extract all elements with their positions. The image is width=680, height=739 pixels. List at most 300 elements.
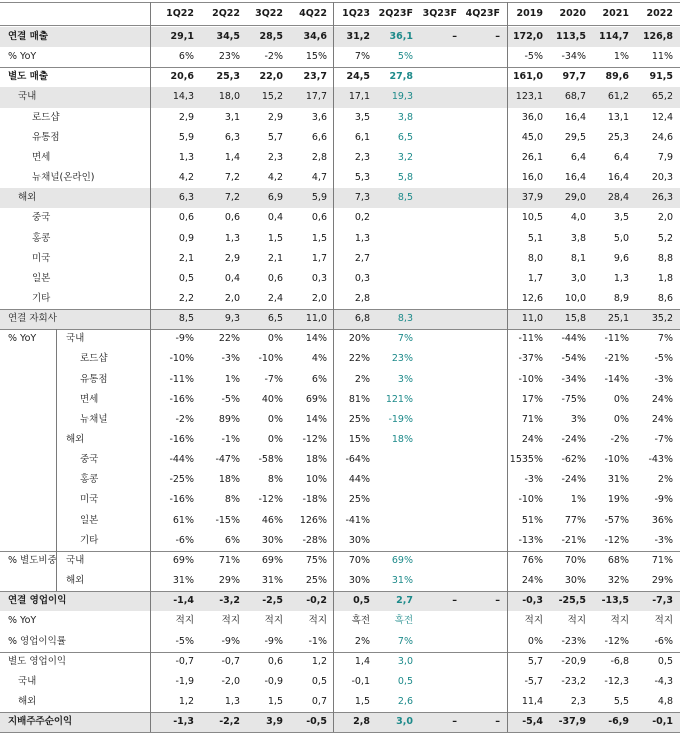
table-cell: 7,2 (224, 172, 240, 184)
row-label: 연결 영업이익 (8, 595, 67, 607)
table-cell: 1% (224, 373, 240, 385)
table-cell: 0% (613, 393, 629, 405)
column-divider (333, 2, 334, 732)
row-sublabel: 유통점 (80, 373, 108, 385)
table-cell: -34% (561, 51, 586, 63)
table-cell: 25,3 (216, 71, 240, 83)
table-cell: 68% (607, 554, 629, 566)
table-cell: 7,3 (354, 192, 370, 204)
column-header: 2019 (516, 8, 543, 19)
table-row (0, 208, 680, 228)
table-cell: 70% (348, 554, 370, 566)
table-cell: 0,5 (657, 655, 673, 667)
table-cell: -58% (258, 454, 283, 466)
table-cell: 6,3 (178, 192, 194, 204)
table-row (0, 249, 680, 269)
table-row (0, 672, 680, 692)
table-row (0, 390, 680, 410)
row-divider (0, 712, 680, 713)
table-cell: -1,9 (175, 675, 194, 687)
table-cell: 1,7 (311, 252, 327, 264)
row-label: 해외 (18, 695, 37, 707)
table-cell: 23% (218, 51, 240, 63)
table-cell: 8% (267, 474, 283, 486)
table-cell: 61% (172, 514, 194, 526)
row-divider (0, 309, 680, 310)
table-cell: 7% (657, 333, 673, 345)
table-cell: -6% (654, 635, 673, 647)
table-cell: 흑전 (394, 615, 413, 627)
table-cell: 3,0 (397, 655, 413, 667)
table-cell: -0,5 (306, 716, 327, 728)
table-cell: 1,5 (311, 232, 327, 244)
table-cell: -12% (302, 434, 327, 445)
table-cell: -9% (654, 494, 673, 506)
table-cell: 24% (521, 575, 543, 587)
table-cell: 8,9 (613, 292, 629, 304)
table-row (0, 329, 680, 349)
table-cell: -2,2 (219, 716, 240, 728)
table-cell: 71% (218, 554, 240, 566)
table-cell: -0,1 (351, 675, 370, 687)
table-cell: -10% (518, 373, 543, 385)
table-cell: -12,3 (604, 675, 629, 687)
table-row (0, 168, 680, 188)
table-cell: 17,1 (348, 91, 370, 103)
group-divider (56, 551, 57, 591)
table-cell: -19% (388, 413, 413, 425)
table-cell: 16,4 (607, 172, 629, 184)
table-cell: 29% (651, 575, 673, 587)
table-cell: 11,0 (305, 313, 327, 325)
table-cell: 69% (172, 554, 194, 566)
table-cell: 5,2 (657, 232, 673, 244)
table-cell: 31% (172, 575, 194, 587)
table-row (0, 531, 680, 551)
table-cell: 8,1 (570, 252, 586, 264)
table-row (0, 349, 680, 369)
table-cell: 2,8 (354, 292, 370, 304)
table-cell: -9% (221, 635, 240, 647)
table-row (0, 370, 680, 390)
table-cell: 36,0 (521, 111, 543, 123)
table-cell: -7,3 (652, 595, 673, 607)
column-header: 2Q23F (378, 8, 413, 19)
table-cell: 10% (305, 474, 327, 486)
table-cell: 35,2 (651, 313, 673, 325)
table-cell: 3% (570, 413, 586, 425)
table-cell: 77% (564, 514, 586, 526)
table-cell: -37% (518, 353, 543, 365)
table-cell: 1,8 (657, 272, 673, 284)
table-cell: 0% (527, 635, 543, 647)
table-cell: 81% (348, 393, 370, 405)
table-cell: 69% (391, 554, 413, 566)
table-cell: 24% (651, 393, 673, 405)
table-cell: 1,5 (267, 695, 283, 707)
table-cell: 8,5 (178, 313, 194, 325)
table-cell: 4,8 (657, 695, 673, 707)
table-cell: 29,1 (170, 31, 194, 42)
table-cell: -44% (561, 333, 586, 345)
table-cell: 5,3 (354, 172, 370, 184)
table-cell: 0,5 (178, 272, 194, 284)
table-cell: -5% (175, 635, 194, 647)
row-sublabel: 로드샵 (80, 353, 108, 365)
table-cell: 69% (305, 393, 327, 405)
row-label: 뉴채널(온라인) (32, 172, 95, 184)
table-row (0, 47, 680, 67)
table-cell: -5,4 (522, 716, 543, 728)
table-cell: 23% (391, 353, 413, 365)
table-cell: 32% (607, 575, 629, 587)
table-cell: 적지 (175, 615, 194, 627)
table-cell: 1,4 (224, 151, 240, 163)
table-cell: 30% (348, 534, 370, 546)
row-label: 별도 영업이익 (8, 655, 67, 667)
table-cell: 34,6 (303, 31, 327, 42)
table-cell: 0,4 (267, 212, 283, 224)
table-cell: 30% (261, 534, 283, 546)
group-divider (56, 329, 57, 551)
table-cell: 114,7 (598, 31, 629, 42)
table-cell: 8,6 (657, 292, 673, 304)
row-sublabel: 기타 (80, 534, 99, 546)
table-cell: 0% (267, 333, 283, 345)
table-cell: 5,7 (267, 131, 283, 143)
table-cell: 0,6 (224, 212, 240, 224)
table-cell: 22,0 (259, 71, 283, 83)
table-cell: -10% (518, 494, 543, 506)
table-cell: 97,7 (562, 71, 586, 83)
row-label: 일본 (32, 272, 51, 284)
row-divider (0, 2, 680, 3)
table-cell: 8,8 (657, 252, 673, 264)
column-header: 2021 (602, 8, 629, 19)
table-cell: -1% (221, 434, 240, 445)
table-cell: 31% (607, 474, 629, 486)
table-cell: -3% (654, 373, 673, 385)
table-cell: -5,7 (524, 675, 543, 687)
table-cell: -20,9 (561, 655, 586, 667)
table-cell: 126,8 (642, 31, 673, 42)
row-label: % 별도비중 (8, 554, 57, 566)
table-cell: 91,5 (649, 71, 673, 83)
table-cell: -2% (610, 434, 629, 445)
table-cell: 16,4 (564, 111, 586, 123)
table-cell: -13% (518, 534, 543, 546)
table-cell: 25,1 (607, 313, 629, 325)
table-cell: 19,3 (391, 91, 413, 103)
row-sublabel: 일본 (80, 514, 99, 526)
table-cell: -11% (169, 373, 194, 385)
table-cell: -16% (169, 494, 194, 506)
table-cell: 7,9 (657, 151, 673, 163)
table-row (0, 490, 680, 510)
table-cell: -0,7 (175, 655, 194, 667)
table-cell: 적지 (654, 615, 673, 627)
row-sublabel: 국내 (66, 333, 85, 345)
table-cell: 89% (218, 413, 240, 425)
table-cell: 14% (305, 333, 327, 345)
table-cell: 25% (305, 575, 327, 587)
table-cell: 1,3 (224, 232, 240, 244)
table-cell: 6,8 (354, 313, 370, 325)
table-row (0, 652, 680, 672)
table-cell: 6% (224, 534, 240, 546)
table-cell: 0,6 (267, 272, 283, 284)
table-cell: 14,3 (172, 91, 194, 103)
column-header: 3Q22 (255, 8, 283, 19)
table-cell: 11,0 (521, 313, 543, 325)
table-cell: 2,9 (178, 111, 194, 123)
row-label: 국내 (18, 675, 37, 687)
table-cell: 7% (397, 635, 413, 647)
table-cell: -1% (308, 635, 327, 647)
table-cell: 46% (261, 514, 283, 526)
table-cell: 18,0 (218, 91, 240, 103)
table-cell: -11% (518, 333, 543, 345)
table-cell: 6,3 (224, 131, 240, 143)
table-cell: 1% (613, 51, 629, 63)
table-row (0, 450, 680, 470)
table-cell: 1,2 (311, 655, 327, 667)
table-cell: 6,9 (267, 192, 283, 204)
table-cell: 2,1 (178, 252, 194, 264)
row-sublabel: 미국 (80, 494, 99, 506)
table-cell: – (495, 716, 500, 728)
table-cell: 2,3 (354, 151, 370, 163)
table-cell: 15,2 (261, 91, 283, 103)
table-cell: 1,3 (224, 695, 240, 707)
table-cell: 1,3 (354, 232, 370, 244)
table-cell: 24% (651, 413, 673, 425)
table-cell: 27,8 (389, 71, 413, 83)
table-cell: 29% (218, 575, 240, 587)
table-cell: 11,4 (521, 695, 543, 707)
table-cell: 31,2 (346, 31, 370, 42)
table-cell: 6,4 (613, 151, 629, 163)
table-cell: 2,9 (224, 252, 240, 264)
table-cell: – (495, 31, 500, 42)
table-row (0, 410, 680, 430)
table-cell: 2,7 (354, 252, 370, 264)
table-cell: 37,9 (521, 192, 543, 204)
table-cell: 123,1 (515, 91, 543, 103)
table-cell: 25,3 (607, 131, 629, 143)
table-cell: 2,7 (396, 595, 413, 607)
table-cell: 29,5 (564, 131, 586, 143)
table-row (0, 470, 680, 490)
row-divider (0, 25, 680, 26)
table-cell: -75% (561, 393, 586, 405)
table-cell: 2% (657, 474, 673, 486)
table-cell: 0,4 (224, 272, 240, 284)
table-cell: -57% (604, 514, 629, 526)
table-cell: 5,7 (527, 655, 543, 667)
table-cell: 흑전 (351, 615, 370, 627)
table-cell: 24% (521, 434, 543, 445)
table-cell: 2,8 (311, 151, 327, 163)
table-cell: 3,6 (311, 111, 327, 123)
row-sublabel: 홍콩 (80, 474, 99, 486)
table-cell: 16,0 (521, 172, 543, 184)
table-cell: 1,3 (178, 151, 194, 163)
table-cell: 8,0 (527, 252, 543, 264)
table-row (0, 87, 680, 107)
table-cell: -0,2 (306, 595, 327, 607)
table-cell: 26,3 (651, 192, 673, 204)
table-cell: 0,5 (397, 675, 413, 687)
table-cell: – (452, 716, 457, 728)
table-cell: -24% (561, 434, 586, 445)
table-row (0, 188, 680, 208)
table-cell: 3% (397, 373, 413, 385)
table-cell: 0,5 (353, 595, 370, 607)
table-row (0, 571, 680, 591)
row-label: % 영업이익률 (8, 635, 66, 647)
table-cell: 61,2 (607, 91, 629, 103)
table-cell: 51% (521, 514, 543, 526)
row-label: 연결 자회사 (8, 313, 57, 325)
table-cell: 13,1 (607, 111, 629, 123)
table-cell: 6,6 (311, 131, 327, 143)
table-cell: 2,3 (267, 151, 283, 163)
table-cell: 8,3 (397, 313, 413, 325)
table-cell: 2,3 (570, 695, 586, 707)
row-label: 연결 매출 (8, 31, 49, 42)
table-cell: -44% (169, 454, 194, 466)
table-row (0, 108, 680, 128)
table-cell: -10% (169, 353, 194, 365)
table-cell: 18% (218, 474, 240, 486)
table-cell: -15% (215, 514, 240, 526)
table-row (0, 269, 680, 289)
column-header: 1Q22 (166, 8, 194, 19)
table-cell: 76% (521, 554, 543, 566)
row-label: 지배주주순이익 (8, 716, 73, 728)
table-cell: 15% (305, 51, 327, 63)
table-cell: 29,0 (564, 192, 586, 204)
table-cell: 71% (521, 413, 543, 425)
table-row (0, 511, 680, 531)
table-cell: 36% (651, 514, 673, 526)
table-cell: 2,9 (267, 111, 283, 123)
table-cell: 8% (224, 494, 240, 506)
table-cell: -9% (264, 635, 283, 647)
table-cell: 6,5 (267, 313, 283, 325)
row-label: 별도 매출 (8, 71, 49, 83)
table-cell: 25% (348, 413, 370, 425)
table-cell: 1535% (509, 454, 543, 466)
table-cell: 20,3 (651, 172, 673, 184)
table-cell: 19% (607, 494, 629, 506)
table-cell: 0% (267, 413, 283, 425)
table-cell: -16% (169, 393, 194, 405)
table-cell: -28% (302, 534, 327, 546)
table-cell: 1,5 (354, 695, 370, 707)
table-cell: -54% (561, 353, 586, 365)
table-cell: -5% (524, 51, 543, 63)
table-cell: 0,3 (354, 272, 370, 284)
table-cell: 0,6 (267, 655, 283, 667)
table-cell: 3,2 (397, 151, 413, 163)
row-label: 로드샵 (32, 111, 60, 123)
table-cell: 12,4 (651, 111, 673, 123)
column-header: 4Q22 (299, 8, 327, 19)
table-row (0, 692, 680, 712)
table-cell: 26,1 (521, 151, 543, 163)
table-cell: 2,0 (311, 292, 327, 304)
table-cell: 75% (305, 554, 327, 566)
table-row (0, 430, 680, 450)
table-cell: 89,6 (605, 71, 629, 83)
table-cell: 4,0 (570, 212, 586, 224)
table-cell: 2,2 (178, 292, 194, 304)
table-cell: 0,6 (311, 212, 327, 224)
table-row (0, 148, 680, 168)
row-label: 중국 (32, 212, 51, 224)
table-cell: 0% (267, 434, 283, 445)
table-cell: -12% (604, 534, 629, 546)
table-cell: -3% (654, 534, 673, 546)
table-cell: -25% (169, 474, 194, 486)
table-cell: -5% (221, 393, 240, 405)
table-cell: 9,6 (613, 252, 629, 264)
column-header: 4Q23F (465, 8, 500, 19)
table-cell: 30% (348, 575, 370, 587)
table-row (0, 27, 680, 47)
table-cell: -2,0 (221, 675, 240, 687)
table-cell: 126% (299, 514, 327, 526)
table-cell: 70% (564, 554, 586, 566)
table-cell: 22% (218, 333, 240, 345)
table-cell: 113,5 (555, 31, 586, 42)
column-divider (150, 2, 151, 732)
table-cell: 5,5 (613, 695, 629, 707)
column-header: 2022 (646, 8, 673, 19)
table-cell: 68,7 (564, 91, 586, 103)
table-cell: 31% (391, 575, 413, 587)
table-cell: -12% (258, 494, 283, 506)
row-sublabel: 뉴채널 (80, 413, 108, 425)
table-cell: 3,1 (224, 111, 240, 123)
table-cell: 2,4 (267, 292, 283, 304)
row-label: 해외 (18, 192, 37, 204)
table-cell: 적지 (567, 615, 586, 627)
row-divider (0, 67, 680, 68)
table-cell: 10,5 (521, 212, 543, 224)
row-label: 유통점 (32, 131, 60, 143)
table-cell: -3% (221, 353, 240, 365)
table-row (0, 591, 680, 611)
table-cell: 8,5 (397, 192, 413, 204)
table-cell: 121% (385, 393, 413, 405)
column-header: 3Q23F (422, 8, 457, 19)
table-cell: 4% (311, 353, 327, 365)
table-cell: 0,2 (354, 212, 370, 224)
table-cell: -21% (561, 534, 586, 546)
row-divider (0, 591, 680, 592)
table-cell: 161,0 (512, 71, 543, 83)
column-header: 2020 (559, 8, 586, 19)
table-cell: 6,1 (354, 131, 370, 143)
table-cell: 5,8 (397, 172, 413, 184)
table-cell: 2,0 (224, 292, 240, 304)
table-cell: -3% (524, 474, 543, 486)
table-cell: 3,0 (570, 272, 586, 284)
table-cell: -21% (604, 353, 629, 365)
